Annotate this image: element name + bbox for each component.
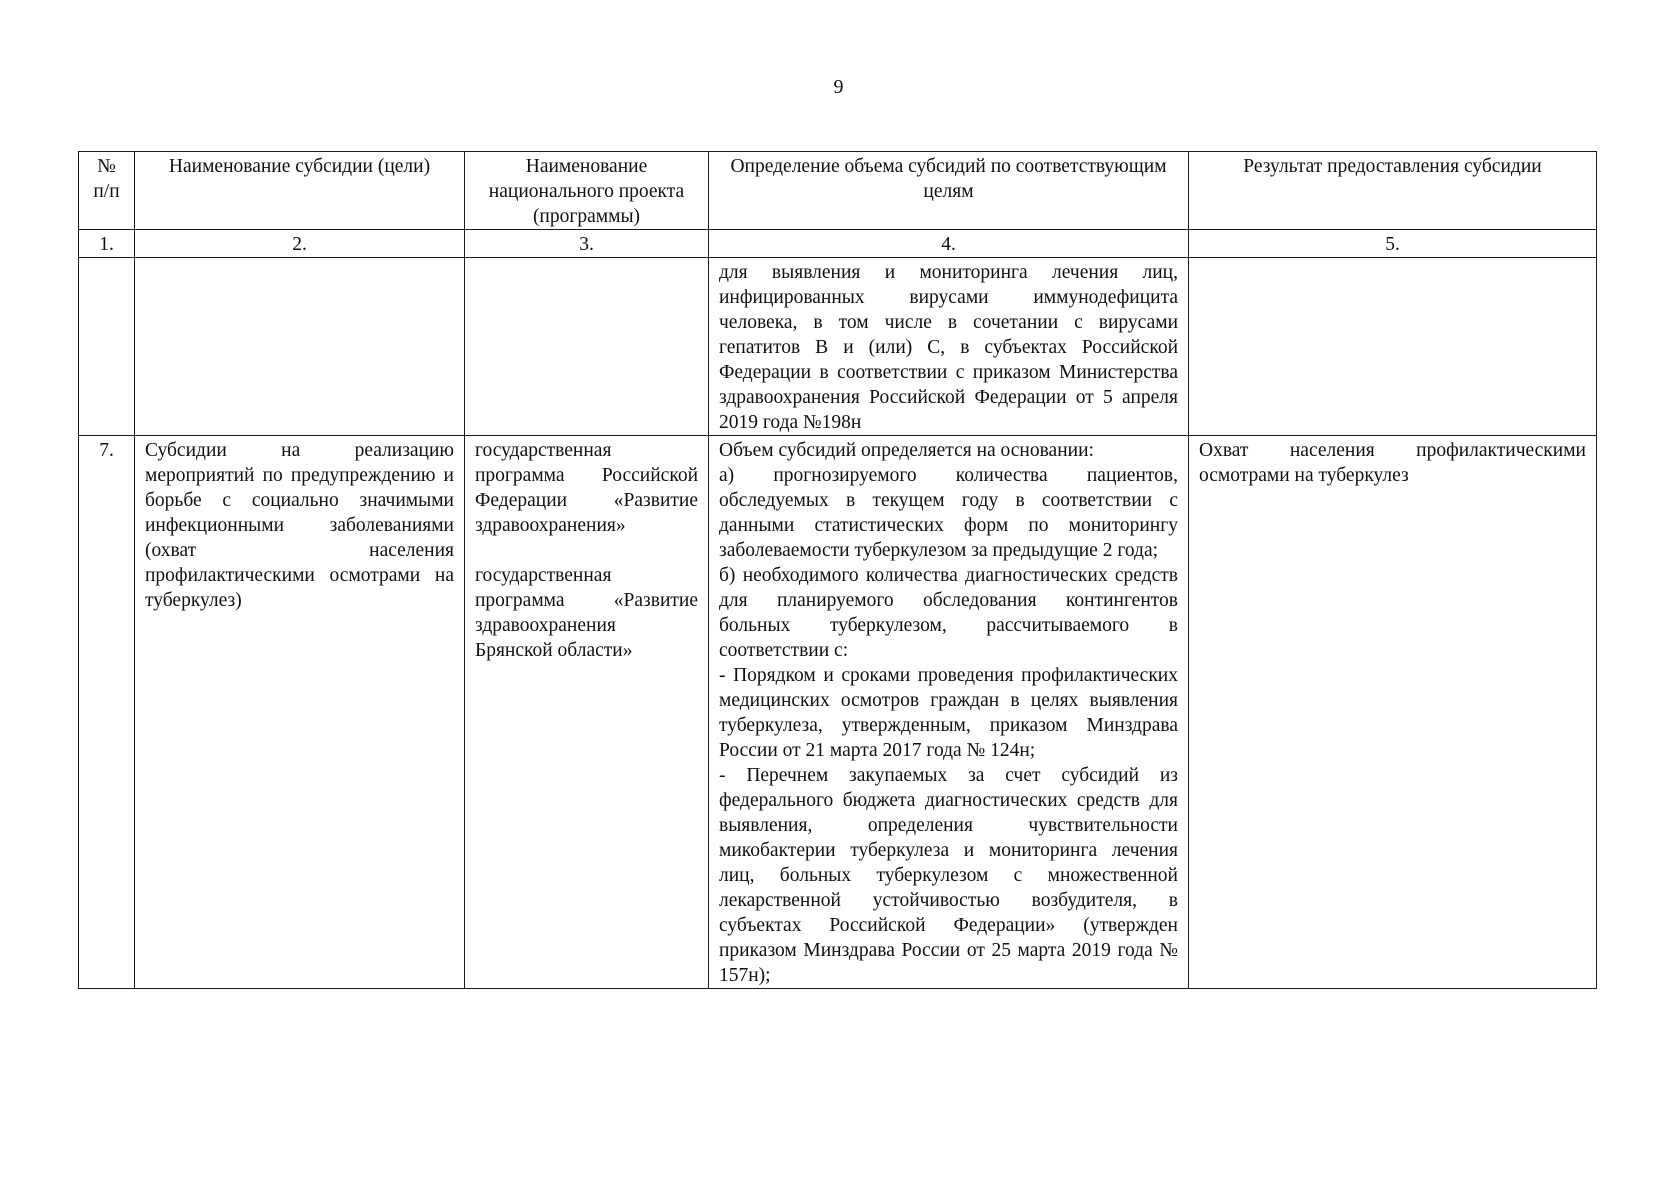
volume-item-b-order: - Порядком и сроками проведения профилактических медицинских осмотров граждан в целях выявления туберкулеза, утвержденным, приказом Минздрава России от 21 марта 2017 года № 124н; xyxy=(719,665,1178,761)
row-number: 7. xyxy=(79,436,135,989)
cell-empty xyxy=(135,258,465,436)
page-number: 9 xyxy=(833,76,844,98)
column-number: 1. xyxy=(79,230,135,258)
column-number-row xyxy=(79,230,1597,258)
header-result: Результат предоставления субсидии xyxy=(1189,152,1597,230)
header-subsidy-name: Наименование субсидии (цели) xyxy=(135,152,465,230)
volume-item-b-list: - Перечнем закупаемых за счет субсидий из федерального бюджета диагностических средств для выявления, определения чувствительности микобактерии туберкулеза и мониторинга лечения лиц, больных туберкулезом с множественной лекарственной устойчивостью возбудителя, в субъектах Российской Федерации» (утвержден приказом Минздрава России от 25 марта 2019 года № 157н); xyxy=(719,765,1178,986)
subsidy-name: Субсидии на реализацию мероприятий по предупреждению и борьбе с социально значимыми инфекционными заболеваниями (охват населения профилактическими осмотрами на туберкулез) xyxy=(135,436,465,989)
header-national-project: Наименование национального проекта (программы) xyxy=(465,152,709,230)
volume-item-a: а) прогнозируемого количества пациентов, обследуемых в текущем году в соответствии с данными статистических форм по мониторингу заболеваемости туберкулезом за предыдущие 2 года; xyxy=(719,465,1178,561)
table-row-7 xyxy=(79,436,1597,989)
national-project-cell xyxy=(465,436,709,989)
subsidy-table xyxy=(78,151,1597,989)
cell-empty xyxy=(79,258,135,436)
program-federal: государственная программа Российской Федерации «Развитие здравоохранения» xyxy=(475,440,698,536)
cell-empty xyxy=(465,258,709,436)
program-regional: государственная программа «Развитие здравоохранения Брянской области» xyxy=(475,565,698,661)
cell-empty xyxy=(1189,258,1597,436)
volume-item-b: б) необходимого количества диагностических средств для планируемого обследования контингентов больных туберкулезом, рассчитываемого в соответствии с: xyxy=(719,565,1178,661)
table-row-continuation xyxy=(79,258,1597,436)
column-number: 4. xyxy=(709,230,1189,258)
result-cell: Охват населения профилактическими осмотрами на туберкулез xyxy=(1189,436,1597,989)
column-number: 3. xyxy=(465,230,709,258)
column-number: 2. xyxy=(135,230,465,258)
volume-intro: Объем субсидий определяется на основании: xyxy=(719,440,1094,461)
volume-definition-cell xyxy=(709,436,1189,989)
header-volume-definition: Определение объема субсидий по соответствующим целям xyxy=(709,152,1189,230)
table-header-row xyxy=(79,152,1597,230)
column-number: 5. xyxy=(1189,230,1597,258)
continuation-text: для выявления и мониторинга лечения лиц, инфицированных вирусами иммунодефицита человека, в том числе в сочетании с вирусами гепатитов B и (или) C, в субъектах Российской Федерации в соответствии с приказом Министерства здравоохранения Российской Федерации от 5 апреля 2019 года №198н xyxy=(709,258,1189,436)
header-number: № п/п xyxy=(79,152,135,230)
